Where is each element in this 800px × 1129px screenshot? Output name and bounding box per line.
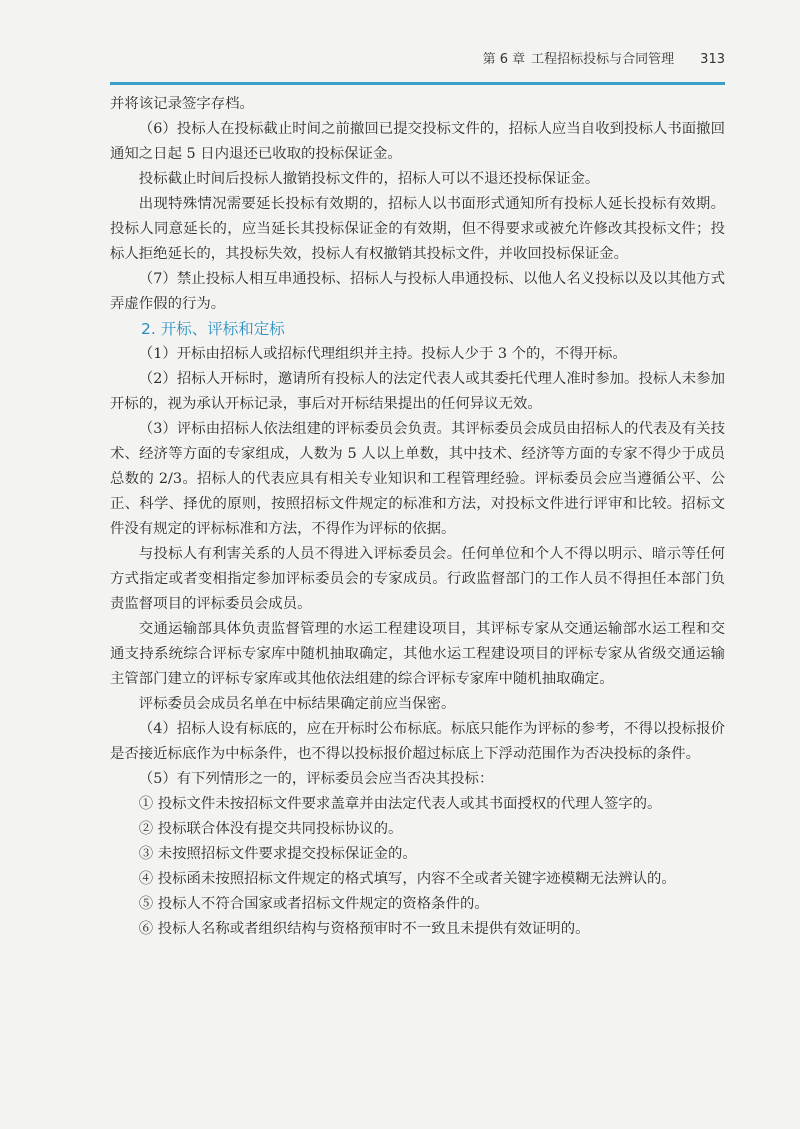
paragraph-evaluation-3: （3）评标由招标人依法组建的评标委员会负责。其评标委员会成员由招标人的代表及有关技术、经济等方面的专家组成，人数为 5 人以上单数，其中技术、经济等方面的专家不得少于成员总数的 2/3。招标人的代表应具有相关专业知识和工程管理经验。评标委员会应当遵循公平、公正、科学、择优的原则，按照招标文件规定的标准和方法，对投标文件进行评审和比较。招标文件没有规定的评标标准和方法，不得作为评标的依据。 <box>110 421 725 537</box>
paragraph-withdrawal: 投标截止时间后投标人撤销投标文件的，招标人可以不退还投标保证金。 <box>138 171 600 187</box>
list-item-5: ⑤ 投标人不符合国家或者招标文件规定的资格条件的。 <box>138 896 489 912</box>
running-header <box>110 48 725 73</box>
paragraph-validity-extension: 出现特殊情况需要延长投标有效期的，招标人以书面形式通知所有投标人延长投标有效期。投标人同意延长的，应当延长其投标保证金的有效期，但不得要求或被允许修改其投标文件；投标人拒绝延长的，其投标失效，投标人有权撤销其投标文件，并收回投标保证金。 <box>110 196 725 262</box>
paragraph-expert-selection: 交通运输部具体负责监督管理的水运工程建设项目，其评标专家从交通运输部水运工程和交通支持系统综合评标专家库中随机抽取确定，其他水运工程建设项目的评标专家从省级交通运输主管部门建立的评标专家库或其他依法组建的综合评标专家库中随机抽取确定。 <box>110 621 725 687</box>
list-item-3: ③ 未按照招标文件要求提交投标保证金的。 <box>138 846 417 862</box>
paragraph-base-price-4: （4）招标人设有标底的，应在开标时公布标底。标底只能作为评标的参考，不得以投标报价是否接近标底作为中标条件，也不得以投标报价超过标底上下浮动范围作为否决投标的条件。 <box>110 721 725 762</box>
chapter-number: 第 6 章 <box>482 52 526 67</box>
section-heading: 2. 开标、评标和定标 <box>141 320 285 338</box>
page-number: 313 <box>700 52 725 67</box>
paragraph-item-6: （6）投标人在投标截止时间之前撤回已提交投标文件的，招标人应当自收到投标人书面撤回通知之日起 5 日内退还已收取的投标保证金。 <box>110 121 725 162</box>
chapter-title: 工程招标投标与合同管理 <box>531 52 675 67</box>
list-item-4: ④ 投标函未按照招标文件规定的格式填写，内容不全或者关键字迹模糊无法辨认的。 <box>138 871 676 887</box>
list-item-1: ① 投标文件未按招标文件要求盖章并由法定代表人或其书面授权的代理人签字的。 <box>138 796 662 812</box>
header-rule <box>110 82 725 85</box>
paragraph-conflict-of-interest: 与投标人有利害关系的人员不得进入评标委员会。任何单位和个人不得以明示、暗示等任何方式指定或者变相指定参加评标委员会的专家成员。行政监督部门的工作人员不得担任本部门负责监督项目的评标委员会成员。 <box>110 546 725 612</box>
paragraph-item-7: （7）禁止投标人相互串通投标、招标人与投标人串通投标、以他人名义投标以及以其他方式弄虚作假的行为。 <box>110 271 725 312</box>
paragraph-opening-2: （2）招标人开标时，邀请所有投标人的法定代表人或其委托代理人准时参加。投标人未参加开标的，视为承认开标记录，事后对开标结果提出的任何异议无效。 <box>110 371 725 412</box>
list-item-2: ② 投标联合体没有提交共同投标协议的。 <box>138 821 403 837</box>
body-text <box>110 92 725 942</box>
paragraph-confidentiality: 评标委员会成员名单在中标结果确定前应当保密。 <box>138 696 456 712</box>
list-item-6: ⑥ 投标人名称或者组织结构与资格预审时不一致且未提供有效证明的。 <box>138 921 590 937</box>
paragraph-opening-1: （1）开标由招标人或招标代理组织并主持。投标人少于 3 个的，不得开标。 <box>138 346 627 362</box>
paragraph-continuation: 并将该记录签字存档。 <box>110 96 254 112</box>
paragraph-rejection-5: （5）有下列情形之一的，评标委员会应当否决其投标： <box>138 771 494 787</box>
